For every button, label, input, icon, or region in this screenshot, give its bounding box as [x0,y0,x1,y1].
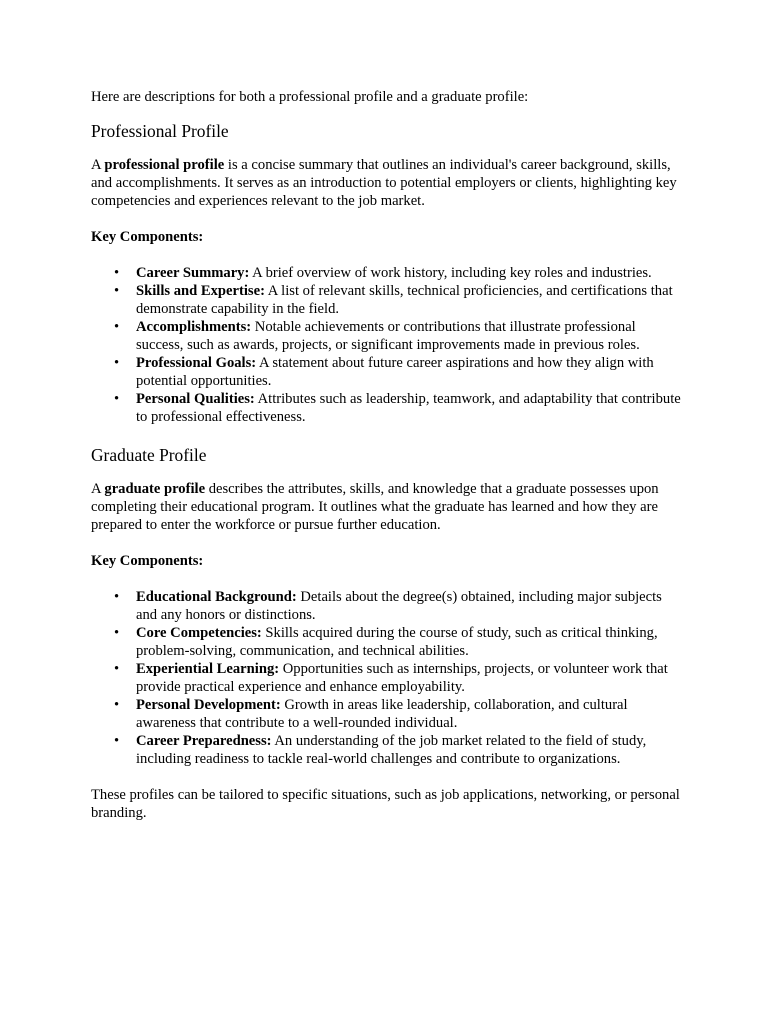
list-item-text: A list of relevant skills, technical proficiencies, and certifications that demonstrate capability in the field. [136,283,673,317]
professional-profile-heading: Professional Profile [91,121,229,141]
bullet-icon: • [114,697,120,713]
list-item-text: Opportunities such as internships, projects, or volunteer work that provide practical experience and enhance employability. [136,661,668,695]
professional-desc-pre: A [91,157,105,173]
professional-desc-bold: professional profile [104,157,225,173]
list-item [114,696,683,732]
bullet-icon: • [114,589,120,605]
bullet-icon: • [114,265,120,281]
professional-components-list [91,264,683,426]
bullet-icon: • [114,355,120,371]
list-item [114,588,683,624]
list-item-term: Accomplishments: [136,319,252,335]
bullet-icon: • [114,283,120,299]
list-item-term: Professional Goals: [136,355,257,371]
bullet-icon: • [114,661,120,677]
list-item [114,624,683,660]
list-item-text: Skills acquired during the course of study, such as critical thinking, problem-solving, communication, and technical abilities. [136,625,658,659]
graduate-desc-bold: graduate profile [104,481,206,497]
list-item [114,354,683,390]
professional-profile-description [91,156,683,210]
intro-text: Here are descriptions for both a professional profile and a graduate profile: [91,89,529,105]
list-item-term: Core Competencies: [136,625,262,641]
bullet-icon: • [114,625,120,641]
document-page [91,88,683,822]
list-item-term: Personal Development: [136,697,281,713]
graduate-desc-pre: A [91,481,105,497]
list-item-term: Personal Qualities: [136,391,255,407]
list-item-text: A brief overview of work history, including key roles and industries. [249,265,652,281]
list-item [114,318,683,354]
list-item [114,732,683,768]
bullet-icon: • [114,733,120,749]
list-item-term: Career Summary: [136,265,250,281]
graduate-components-list [91,588,683,768]
list-item [114,264,683,282]
professional-desc-post: is a concise summary that outlines an individual's career background, skills, and accomplishments. It serves as an introduction to potential employers or clients, highlighting key competencies and experiences relevant to the job market. [91,157,677,209]
list-item-text: Details about the degree(s) obtained, including major subjects and any honors or distinctions. [136,589,662,623]
bullet-icon: • [114,319,120,335]
graduate-key-components-label: Key Components: [91,553,204,569]
graduate-profile-description [91,480,683,534]
list-item-text: An understanding of the job market related to the field of study, including readiness to tackle real-world challenges and contribute to organizations. [136,733,647,767]
closing-text: These profiles can be tailored to specific situations, such as job applications, networking, or personal branding. [91,787,680,821]
list-item-term: Experiential Learning: [136,661,280,677]
list-item [114,660,683,696]
list-item-term: Educational Background: [136,589,297,605]
list-item-text: A statement about future career aspirations and how they align with potential opportunities. [136,355,654,389]
bullet-icon: • [114,391,120,407]
list-item-text: Attributes such as leadership, teamwork, and adaptability that contribute to professional effectiveness. [136,391,681,425]
professional-key-components-label: Key Components: [91,229,204,245]
graduate-profile-heading: Graduate Profile [91,445,207,465]
graduate-desc-post: describes the attributes, skills, and knowledge that a graduate possesses upon completing their educational program. It outlines what the graduate has learned and how they are prepared to enter the workforce or pursue further education. [91,481,659,533]
list-item-text: Notable achievements or contributions that illustrate professional success, such as awards, projects, or significant improvements made in previous roles. [136,319,640,353]
list-item-term: Skills and Expertise: [136,283,265,299]
list-item-term: Career Preparedness: [136,733,272,749]
list-item [114,282,683,318]
list-item-text: Growth in areas like leadership, collaboration, and cultural awareness that contribute to a well-rounded individual. [136,697,628,731]
list-item [114,390,683,426]
